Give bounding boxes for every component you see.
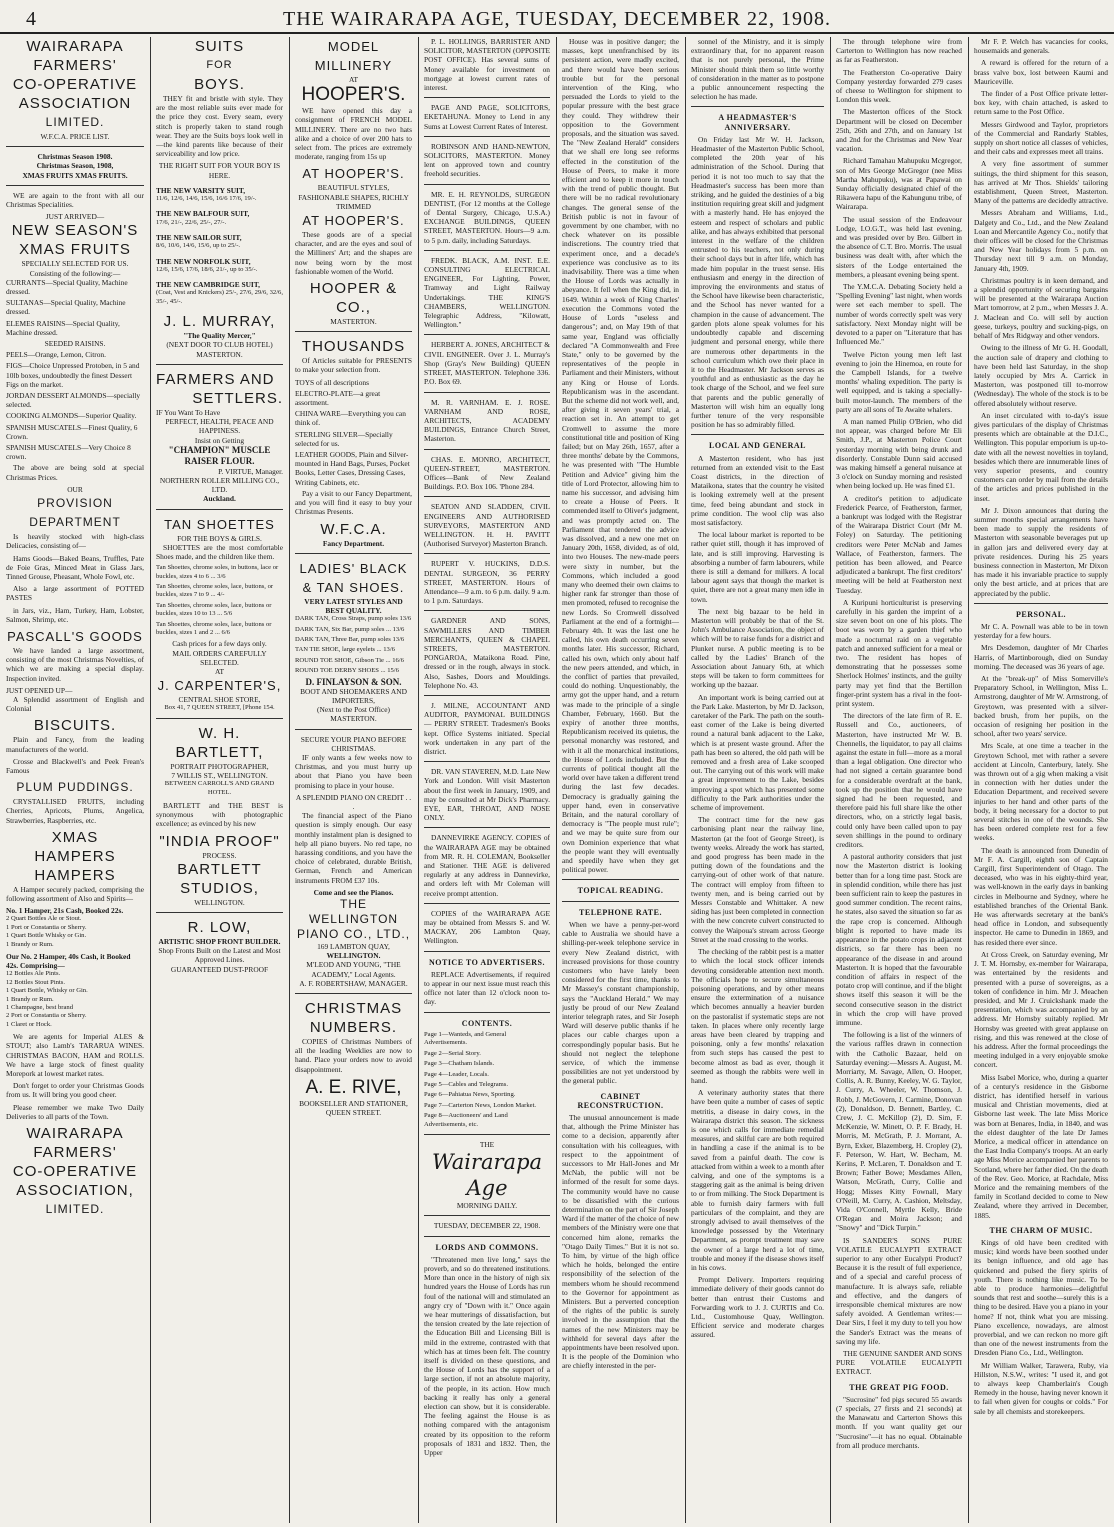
manager: A. F. ROBERTSHAW, MANAGER.: [299, 978, 408, 988]
our-label: OUR: [67, 484, 83, 494]
just-arrived: JUST ARRIVED—: [45, 212, 105, 222]
copies-text: COPIES of Christmas Numbers of all the leading Weeklies are now to hand. Place your orders now to avoid disappointment.: [295, 1037, 412, 1074]
ad-heading: NUMBERS.: [309, 1019, 398, 1037]
list-item: Page 8—Auctioneers' and Land Advertisements, etc.: [424, 1112, 508, 1128]
ad-heading: W.F.C.A.: [320, 520, 387, 538]
professional-card: COPIES of the WAIRARAPA AGE may be obtained from Messrs S. and W. MACKAY, 206 Lambton Quay, Wellington.: [424, 908, 550, 946]
news-item: The death is announced from Dunedin of Mr F. A. Cargill, eighth son of Captain Cargill, first Superintendent of Otago. The deceased, who was in his eighty-third year, was well-known in the early days in banking circles in Melbourne and Sydney, where he established branches of the Oriental Bank. He was afterwards secretary at the bank's head office in London, and subsequently inspector. He came to Dunedin in 1869, and has resided there ever since.: [974, 845, 1108, 947]
opened-text: A Splendid assortment of English and Colonial: [6, 694, 144, 714]
news-item: The directors of the late firm of R. E. Russell and Co., auctioneers, of Masterton, have instructed Mr W. B. Chennells, the liquidator, to pay all claims against the estate in full—more as a moral than a legal obligation. One director who had not signed a certain guarantee bond for a considerable overdraft at the bank, took up the position that he would have signed had he been requested, and therefore paid his full share like the other directors, who, on a strictly legal basis, could only have been called upon to pay seven shillings in the pound to ordinary creditors.: [836, 711, 962, 850]
ad-heading: HOOPER'S.: [301, 84, 406, 106]
secure-piano: SECURE YOUR PIANO BEFORE CHRISTMAS.: [300, 734, 407, 753]
hamper-2: Our No. 2 Hamper, 40s Cash, it Booked 42s. Comprising—: [6, 952, 131, 971]
list-item: SPANISH MUSCATELS—Finest Quality, 6 Crown.: [6, 422, 138, 441]
portrait-photographer: PORTRAIT PHOTOGRAPHER,: [170, 761, 269, 771]
news-item: Mr William Walker, Tarawera, Ruby, via Hillston, N.S.W., writes: "I used it, and got to always keep Chamberlain's Cough Remedy in the house, having never known it to fail when given for coughs or colds." For sale by all chemists and storekeepers.: [974, 1360, 1108, 1416]
list-item: Page 2—Serial Story.: [424, 1049, 481, 1057]
intro-text: WE are again to the front with all our Christmas Specialities.: [6, 190, 144, 210]
list-item: 1 Quart Bottle Whisky or Gin.: [6, 932, 87, 940]
news-item: Miss Isabel Morice, who, during a quarter of a century's residence in the Gisborne district, has identified herself in various musical and Christian movements, died at Gisborne last week. The late Miss Morice was born at Benares, India, in 1840, and was the eldest daughter of the late Dr James Morice, a medical officer in attendance on the East India Company's troops. At an early age Miss Morice accompanied her parents to Scotland, where her father died. On the death of the Rev. Geo. Morice, at Rachdale, Miss Morice and the remaining members of the family in Scotland decided to come to New Zealand, where they arrived in December, 1885.: [974, 1072, 1108, 1220]
deliveries: Please remember we make Two Daily Deliveries to all parts of the Town.: [6, 1102, 144, 1121]
news-item: A man named Philip O'Brien, who did not appear, was charged before Mr Eli Smith, J.P., at Masterton Police Court yesterday morning with being drunk and disorderly. Constable Dunn said accused was making himself a general nuisance at 3 o'clock on Sunday morning and resisted when being locked up. He was fined £1.: [836, 416, 962, 491]
ad-heading: NEW SEASON'S: [11, 222, 139, 240]
professional-card: P. L. HOLLINGS, BARRISTER AND SOLICITOR, MASTERTON (OPPOSITE POST OFFICE). Has several sums of Money available for investment on mortgage at lowest current rates of interest.: [424, 37, 550, 93]
list-item: DARK TAN, Three Bar, pump soles 13/6: [295, 635, 405, 643]
news-item: An important work is being carried out at the Park Lake. Masterton, by Mr D. Jackson, caretaker of the Park. The path on the south-east corner of the Lake is being diverted round a natural bank adjacent to the Lake, which is at present waste ground. After the path has been so altered, the old path will be removed and a fresh area of Lake scooped out. The carrying out of this work will make a great improvement to the Lake, besides improving a spot which has presented some difficulty to the Park authorities under the scheme of improvement.: [691, 692, 824, 813]
news-item: The usual session of the Endeavour Lodge, I.O.G.T., was held last evening, and was presided over by Bro. Gilbert in the absence of C.T. Bro. Morris. The usual business was dealt with, after which the sisters of the Lodge entertained the members, a pleasant evening being spent.: [836, 214, 962, 279]
suit-name: THE NEW NORFOLK SUIT,: [156, 256, 251, 266]
milling-co: NORTHERN ROLLER MILLING CO., LTD.: [159, 475, 280, 495]
ad-heading: PROVISION DEPARTMENT: [29, 496, 121, 530]
news-item: The contract time for the new gas carbonising plant near the railway line, Masterton (at the foot of George Street), is twenty weeks. Already the work has started, and good progress has been made in the putting down of the foundations and the carrying-out of other work of that nature. The contract will employ from fifteen to twenty men, and is being carried out by Messrs Constable and Whittaker. A new siding has just been completed in connection with the new concrete culvert constructed to convey the Waipoua's stream across George Street at the road crossing to the works.: [691, 815, 824, 944]
column-7-local-news: [836, 37, 962, 1523]
professional-card: RUPERT V. HUCKINS, D.D.S. DENTAL SURGEON, 36 PERRY STREET, MASTERTON. Hours of Attendance—9 a.m. to 6 p.m. daily. 9 a.m. to 1 p.m. Saturdays.: [424, 559, 550, 606]
section-heading: NOTICE TO ADVERTISERS.: [428, 957, 545, 967]
news-item: A pastoral authority considers that just now the Masterton district is looking better than for a long time past. Stock are in splendid condition, while there has just been sufficient rain to keep the pastures in good summer condition. The recent rains, he states, also saved the situation so far as the rape crop is concerned. Although blight is reported to have made its appearance in the potato crops in adjacent districts, so far there has been no appearance of the disease in and around Masterton. It is hoped that the favourable condition of affairs in respect of the potato crop will continue, and if the blight shows itself this season it will be the second consecutive season in the district in which the crop will have proved immune.: [836, 852, 962, 1027]
news-item: A very fine assortment of summer suitings, the third shipment for this season, has arrived at Mr Thos. Shields' tailoring establishment, Queen Street, Masterton. Many of the patterns are decidedly attractive.: [974, 159, 1108, 206]
ad-heading: R. LOW,: [187, 919, 252, 937]
news-item: The checking of the rabbit pest is a matter to which the local stock officer intends devoting considerable attention next month. The officials hope to secure simultaneous poisoning operations, and by other means ensure the extermination of a nuisance which becomes annually a heavier burden on the pastoralist if systematic steps are not taken. In places where only recently large areas have been cleared by trapping and poisoning, only a few months' relaxation from such steps has caused the pest to become almost as bad as ever, though it seemed as though the rabbits were well in hand.: [691, 947, 824, 1085]
thousands-text: Of Articles suitable for PRESENTS to make your selection from.: [295, 356, 412, 375]
section-heading: CONTENTS.: [461, 1018, 513, 1028]
auckland: Auckland.: [203, 494, 236, 504]
ad-heading: PLUM PUDDINGS.: [16, 780, 134, 795]
suit-prices: 8/6, 10/6, 14/6, 15/6, up to 25/-.: [156, 242, 241, 250]
news-item: Mr J. Dixon announces that during the summer months special arrangements have been made to supply the residents of Masterton with seasonable beverages put up in gallon jars and delivered every day at private residences. During his 25 years business connection in Masterton, Mr Dixon has made it his invariable practice to supply only the best article, and at prices that are appreciated by the public.: [974, 505, 1108, 598]
town: MASTERTON.: [196, 349, 243, 359]
news-item: A Masterton resident, who has just returned from an extended visit to the East Coast districts, in the direction of Mataikona, states that the country he visited is looking extremely well at the present time, feed being abundant and stock in prime condition. The wool clip was also most satisfactory.: [691, 453, 824, 527]
address: (Next to the Post Office) MASTERTON.: [317, 705, 390, 724]
credit-text: The financial aspect of the Piano question is simply enough. Our easy monthly instalment plan is designed to help all piano buyers. No red tape, no harassing conditions, and you have the choice of celebrated, durable British, German, French and American instruments FROM £37 10s.: [295, 811, 412, 885]
list-item: Tan Shoettes, chrome soles, lace, buttons or buckles, sizes 1 and 2 ... 6/6: [156, 620, 272, 636]
address: QUEEN STREET.: [325, 1108, 382, 1118]
list-item: Tan Shoettes, chrome soles, lace, buttons, or buckles, sizes 7 to 9 ... 4/-: [156, 582, 274, 599]
news-item: Messrs Girdwood and Taylor, proprietors of the Commercial and Randarly Stables, supply on short notice all classes of vehicles, and their cabs and expresses meet all trains.: [974, 119, 1108, 157]
list-item: FIGS—Choice Unpressed Protoben, in 5 and 10lb boxes, undoubtedly the finest Dessert Figs on the market.: [6, 361, 140, 389]
crosse-text: Crosse and Blackwell's and Peek Frean's Famous: [6, 756, 144, 775]
news-item: Richard Tamahau Mahupuku Mcgregor, son of Mrs George McGregor (nee Miss Martha Mahupuku), was at Papawai on Sunday officially designated chief of the Rikawera hapu of the Kahungunu tribe, of Wairarapa.: [836, 156, 962, 212]
mail-orders: MAIL ORDERS CAREFULLY SELECTED.: [172, 648, 267, 667]
prov-text: Is heavily stocked with high-class Delicacies, consisting of—: [6, 532, 144, 551]
ad-heading: LADIES' BLACK & TAN SHOES.: [299, 560, 408, 595]
news-item: A creditor's petition to adjudicate Frederick Pearce, of Featherston, farmer, a bankrupt was lodged with the Registrar of the Wairarapa District Court (Mr M. Foley) on Saturday. The petitioning creditors were Peter McNab and James Wallace, of Featherston, farmers. The petition has been allowed, and Pearce adjudicated a bankrupt. The first creditors' meeting will be held at Featherston next Tuesday.: [836, 493, 962, 595]
shop-fronts: Shop Fronts Built on the Latest and Most Approved Lines.: [158, 946, 281, 965]
morning-daily: MORNING DAILY.: [456, 1201, 518, 1211]
column-8-personal: [974, 37, 1108, 1523]
prov-items: Hams Goods—Baked Beans, Truffles, Pate de Foie Gras, Minced Meat in Glass Jars, Tinned Grouse, Pheasant, Whole Fowl, etc.: [6, 553, 144, 581]
suit-name: THE NEW VARSITY SUIT,: [156, 185, 246, 195]
list-item: Tan Shoettes, chrome soles, in buttons, lace or buckles, sizes 4 to 6 ... 3/6: [156, 564, 279, 580]
pascall-text: We have landed a large assortment, consisting of the most Christmas Novelties, of which we are making a special display. Inspection invited.: [6, 645, 144, 683]
potted-pastes: Also a large assortment of POTTED PASTES: [6, 584, 144, 603]
column-rule: [150, 37, 151, 1523]
address: BETWEEN CARROLL'S AND GRAND HOTEL.: [164, 780, 275, 796]
suit-prices: 12/6, 15/6, 17/6, 18/6, 21/-, up to 35/-.: [156, 265, 258, 273]
latest-styles: VERY LATEST STYLES AND BEST QUALITY.: [304, 596, 403, 615]
section-heading: THE GREAT PIG FOOD.: [849, 1382, 949, 1392]
professional-card: HERBERT A. JONES, ARCHITECT & CIVIL ENGINEER. Over J. L. Murray's Shop (Gray's New Building) QUEEN STREET, MASTERTON. Telephone 336. P.O. Box 69.: [424, 340, 550, 387]
price-list: W.F.C.A. PRICE LIST.: [40, 132, 110, 141]
ad-heading: TAN SHOETTES: [164, 516, 275, 532]
ad-heading: CO-OPERATIVE: [12, 1163, 138, 1181]
news-item: Owing to the illness of Mr G. H. Goodall, the auction sale of drapery and clothing to have been held last Saturday, in the shop lately occupied by Mrs A. Carrick in Masterton, was postponed till to-morrow (Wednesday). The whole of the stock is to be offered absolutely without reserve.: [974, 343, 1108, 408]
ad-heading: A. E. RIVE,: [305, 1076, 402, 1098]
professional-card: SEATON AND SLADDEN, CIVIL ENGINEERS AND AUTHORISED SURVEYORS, MASTERTON AND WELLINGTON. H. H. PAVITT (Authorised Surveyor) Masterton Branch.: [424, 502, 550, 549]
bookseller: BOOKSELLER AND STATIONER,: [299, 1098, 408, 1108]
town: WELLINGTON.: [194, 897, 245, 907]
ad-heading: LIMITED.: [45, 1202, 105, 1217]
news-item: Christmas poultry is in keen demand, and a splendid opportunity of securing bargains will be presented at the Wairarapa Auction Mart tomorrow, at 2 p.m., when Messrs J. A. J. Maclean and Co. will sell by auction geese, turkeys, poultry and sucking-pigs, on behalf of Mrs Ridgway and other vendors.: [974, 275, 1108, 341]
season-line: Christmas Season 1908.: [37, 152, 113, 162]
column-5-leader: [562, 37, 679, 1523]
ad-heading: BOYS.: [194, 76, 245, 93]
ad-heading: SETTLERS.: [192, 389, 283, 407]
ad-heading: XMAS FRUITS: [19, 241, 131, 259]
season-line: Christmas Season, 1908,: [36, 161, 114, 171]
ad-heading: LIMITED.: [45, 115, 105, 129]
article-text: The unusual announcement is made that, although the Prime Minister has come to a decision, apparently after consultation with his colleagues, with respect to the appointment of successors to Mr Hall-Jones and Mr McNab, the public will not be informed of the result for some days. The community would have no cause to be dissatisfied with the curious determination on the part of Sir Joseph Ward if the matter of the choice of new members of the Ministry were one that concerned him alone, remarks the "Otago Daily Times." But it is not so. To him, by virtue of the high office which he holds, belonged the entire responsibility of the selection of the members whom he should recommend to the Governor for appointment as Ministers. But a perverted conception of the rights of the public is surely involved in the assumption that the names of the new Ministers may be withheld for several days after the appointments have been resolved upon. It is the people of the Dominion who are chiefly interested in the per-: [562, 1112, 679, 1371]
finlayson: D. FINLAYSON & SON.: [305, 676, 402, 687]
list-item: CURRANTS—Special Quality, Machine dressed.: [6, 277, 128, 297]
town: MASTERTON.: [330, 317, 377, 327]
xmas-fruits-line: XMAS FRUITS XMAS FRUITS.: [22, 170, 128, 180]
professional-card: FREDK. BLACK, A.M. INST. E.E. CONSULTING ELECTRICAL ENGINEER, For Lighting, Power, Tramway and Light Railway Undertakings. THE KING'S CHAMBERS, WELLINGTON. Telegraphic Address, "Kilowatt, Wellington.": [424, 255, 550, 330]
suit-name: THE NEW BALFOUR SUIT,: [156, 209, 250, 219]
list-item: ELEMES RAISINS—Special Quality, Machine dressed.: [6, 318, 120, 337]
ad-heading: MODEL MILLINERY: [314, 39, 393, 73]
dont-forget: Don't forget to order your Christmas Goods from us. It will bring you good cheer.: [6, 1081, 144, 1100]
list-item: JORDAN DESSERT ALMONDS—specially selected.: [6, 391, 141, 410]
hamper-text: A Hamper securely packed, comprising the following assortment of Also and Spirits—: [6, 884, 144, 903]
professional-card: CHAS. E. MONRO, ARCHITECT, QUEEN-STREET, MASTERTON. Offices—Bank of New Zealand Buildings. P.O. Box 106. 'Phone 284.: [424, 454, 550, 492]
next-door: (NEXT DOOR TO CLUB HOTEL): [166, 340, 273, 350]
nameplate: Wairarapa Age: [431, 1150, 543, 1201]
news-item: The through telephone wire from Carterton to Wellington has now reached as far as Featherston.: [836, 37, 962, 65]
professional-card: ROBINSON AND HAND-NEWTON, SOLICITORS, MASTERTON. Money lent on approved town and country freehold securities.: [424, 141, 550, 179]
news-item: The Y.M.C.A. Debating Society held a "Spelling Evening" last night, when words were set each member to spell. The number of words correctly spelt was very satisfactory. Next Monday night will be devoted to a paper on "Literature that has Influenced Me.": [836, 282, 962, 347]
list-item: 1 Champagne, best brand: [6, 1004, 74, 1012]
ad-heading: FARMERS': [33, 1144, 117, 1162]
address: Box 41, 7 QUEEN STREET, [Phone 154.: [164, 704, 275, 712]
ad-heading: BARTLETT: [177, 860, 262, 878]
section-heading: THE CHARM OF MUSIC.: [989, 1225, 1093, 1235]
boot-makers: BOOT AND SHOEMAKERS AND IMPORTERS,: [300, 686, 407, 705]
ad-heading: W. H. BARTLETT,: [175, 724, 264, 761]
list-item: SEEDED RAISINS.: [44, 339, 106, 349]
news-item: An inset circulated with to-day's issue gives particulars of the display of Christmas presents which are obtainable at the D.I.C., Wellington. This popular emporium is up-to-date with all the newest novelties in toyland, besides which there are innumerable lines of very superior presents, and country customers can order by mail from the details of the articles and prices published in the inset.: [974, 410, 1108, 503]
column-4-professional-cards: [424, 37, 550, 1523]
hamper-1: No. 1 Hamper, 21s Cash, Booked 22s.: [6, 906, 124, 916]
list-item: DARK TAN, Six Bar, pump soles ... 13/6: [295, 625, 405, 633]
the-label: THE: [479, 1139, 495, 1149]
ad-heading: ASSOCIATION,: [16, 1182, 134, 1200]
masthead-title: THE WAIRARAPA AGE, TUESDAY, DECEMBER 22, 1908.: [283, 8, 831, 30]
list-item: 2 Quart Bottles Ale or Stout.: [6, 915, 82, 923]
ad-heading: PASCALL'S GOODS: [7, 628, 143, 644]
list-item: Page 7—Carterton News, London Market.: [424, 1101, 537, 1109]
ad-heading: THE WELLINGTON PIANO CO., LTD.,: [296, 897, 411, 942]
specially-selected: SPECIALLY SELECTED FOR US.: [21, 259, 129, 269]
suit-name: THE NEW CAMBRIDGE SUIT,: [156, 280, 261, 290]
news-item: The Featherston Co-operative Dairy Company yesterday forwarded 279 cases of cheese to Wellington for shipment to London this week.: [836, 67, 962, 105]
list-item: PEELS—Orange, Lemon, Citron.: [6, 350, 106, 360]
just-opened: JUST OPENED UP—: [6, 685, 73, 695]
ad-heading: FARMERS': [33, 57, 117, 74]
section-heading: TELEPHONE RATE.: [579, 907, 662, 917]
list-item: DARK TAN, Cross Straps, pump soles 13/6: [295, 615, 412, 623]
column-rule: [685, 37, 686, 1523]
masthead: [0, 0, 1114, 34]
list-item: 12 Bottles Ale Pints.: [6, 970, 61, 978]
section-heading: CABINET RECONSTRUCTION.: [577, 1091, 664, 1110]
fancy-dept: Fancy Department.: [322, 538, 385, 548]
at-label: AT: [214, 666, 225, 676]
insist: Insist on Getting: [194, 435, 245, 445]
list-item: COOKING ALMONDS—Superior Quality.: [6, 411, 137, 421]
consisting: Consisting of the following:—: [29, 268, 121, 278]
professional-card: J. MILNE, ACCOUNTANT AND AUDITOR, PAYMONAL BUILDINGS — PERRY STREET. Tradesmen's Books kept. Office Systems initiated. Special work undertaken in any part of the district.: [424, 700, 550, 756]
list-item: Page 5—Cables and Telegrams.: [424, 1080, 509, 1088]
column-rule: [418, 37, 419, 1523]
local-agents: M'LEOD AND YOUNG, "THE ACADEMY," Local Agents.: [306, 960, 401, 979]
list-item: SULTANAS—Special Quality, Machine dressed.: [6, 298, 126, 317]
cash-prices: Cash prices for a few days only.: [172, 639, 267, 649]
list-item: ROUND TOE DERBY SHOES ... 15/6: [295, 667, 399, 675]
list-item: CHINA WARE—Everything you can think of.: [295, 409, 406, 428]
news-item: The local labour market is reported to be rather quiet still, though it has improved of late, and is still improving. Harvesting is absorbing a number of farm labourers, while there is still a demand for milkers. A local labour agent says that though the market is quiet, there are not a great many men idle in town.: [691, 530, 824, 604]
section-heading: PERSONAL.: [1015, 609, 1067, 619]
ad-heading: BISCUITS.: [33, 717, 117, 735]
list-item: Page 4—Leader, Locals.: [424, 1070, 489, 1078]
process: PROCESS.: [202, 850, 237, 860]
address: 7 WILLIS ST., WELLINGTON.: [171, 771, 268, 780]
shop-front-builder: ARTISTIC SHOP FRONT BUILDER.: [158, 937, 281, 947]
ad-heading: STUDIOS,: [180, 879, 259, 897]
suits-intro: THEY fit and bristle with style. They are the most reliable suits ever made for the price they cost. Every seam, every stitch is properly taken to stand rough wear. They are the Suits boys look well in—the kind parents like because of their serviceability and low price.: [156, 94, 283, 159]
ad-heading: XMAS: [51, 828, 99, 846]
crystallised-text: CRYSTALLISED FRUITS, including Cherries, Apricots, Plums, Angelica, Strawberries, Raspberries, etc.: [6, 797, 144, 825]
ad-heading: CO-OPERATIVE: [12, 76, 138, 93]
news-item: Messrs Abraham and Williams, Ltd., Dalgety and Co., Ltd., and the New Zealand Loan and Mercantile Agency Co., notify that their offices will be closed for the Christmas and New Year holidays from 5 p.m. on Thursday next till 9 a.m. on Monday, January 4th, 1909.: [974, 208, 1108, 273]
news-item: At Cross Creek, on Saturday evening, Mr J. T. M. Hornsby, ex-member for Wairarapa, was entertained by the residents and presented with a purse of sovereigns, as a token of confidence in him. Mr J. Meachen presided, and Mr J. Cruickshank made the presentation, which was accompanied by an address. Mr Hornsby suitably replied. Mr Hornsby was greeted with great applause on rising, and this was renewed at the close of his address. After the formal proceedings the meeting indulged in a very enjoyable smoke concert.: [974, 949, 1108, 1070]
news-item: Mr C. A. Pownall was able to be in town yesterday for a few hours.: [974, 621, 1108, 641]
professional-card: PAGE AND PAGE, SOLICITORS, EKETAHUNA. Money to Lend in any Sums at Lowest Current Rates of Interest.: [424, 103, 550, 131]
ad-heading: SUITS: [194, 38, 245, 55]
ad-heading: WAIRARAPA: [26, 1125, 124, 1143]
column-1-wfca-advert: [6, 37, 144, 1523]
column-rule: [968, 37, 969, 1523]
ad-heading: AT HOOPER'S.: [302, 213, 405, 229]
manager: P. VIRTUE, Manager.: [218, 466, 283, 476]
ad-heading: "INDIA PROOF": [159, 832, 280, 850]
at-label: AT: [348, 75, 359, 84]
ad-heading: AT HOOPER'S.: [302, 166, 405, 182]
champion-flour: "CHAMPION" MUSCLE RAISER FLOUR.: [168, 444, 271, 466]
column-3-adverts: [295, 37, 412, 1523]
news-item: "Sucrosine" fed pigs secured 55 awards (7 specials, 27 firsts and 21 seconds) at the Manawatu and Carterton Shows this month. If you want quality get our "Sucrosine"—it has no equal. Obtainable from all produce merchants.: [836, 1394, 962, 1450]
agents-text: We are agents for Imperial ALES & STOUT; also Lamb's TARARUA WINES. CHRISTMAS BACON, HAM and ROLLS. We have a large stock of finest quality Morepork at lowest market rates.: [6, 1032, 144, 1079]
section-heading: TOPICAL READING.: [577, 886, 664, 896]
professional-card: MR. E. H. REYNOLDS, SURGEON DENTIST, (For 12 months at the College of Dental Surgery, Chicago, U.S.A.) EXCHANGE BUILDINGS, QUEEN STREET, MASTERTON. Hours—9 a.m. to 5 p.m. daily, including Saturdays.: [424, 189, 550, 245]
ad-heading: HOOPER & CO.,: [309, 280, 398, 317]
list-item: 1 Quart Bottle, Whisky or Gin.: [6, 987, 88, 995]
list-item: LEATHER GOODS, Plain and Silver-mounted in Hand Bags, Purses, Pocket Books, Letter Cases, Dressing Cases, Writing Cabinets, etc.: [295, 450, 410, 487]
secure-text: IF only wants a few weeks now to Christmas, and you must hurry up about that Piano you have been promising to place in your house.: [295, 752, 412, 790]
issue-date: TUESDAY, DECEMBER 22, 1908.: [433, 1221, 541, 1231]
column-rule: [289, 37, 290, 1523]
news-item: IS SANDER'S SONS PURE VOLATILE EUCALYPTI EXTRACT superior to any other Eucalypti Product? Because it is the result of full experience, and of a special and careful process of manufacture. It is always safe, reliable and effective, and the dangers of irresponsible chemical mixtures are now safely avoided. A Gentleman writes:— Dear Sirs, I feel it my duty to tell you how the Sander's Extract was the means of saving my life.: [836, 1235, 962, 1346]
news-item: Prompt Delivery. Importers requiring immediate delivery of their goods cannot do better than entrust their Customs and Forwarding work to J. J. CURTIS and Co. Ltd., Customhouse Quay, Wellington. Efficient service and moderate charges assured.: [691, 1275, 824, 1340]
biscuits-text: Plain and Fancy, from the leading manufacturers of the world.: [6, 735, 144, 754]
professional-card: DR. VAN STAVEREN, M.D. Late New York and London. Will visit Masterton about the first week in January, 1909, and may be consulted at Mr Dick's Pharmacy. EYE, EAR, THROAT, AND NOSE ONLY.: [424, 767, 550, 823]
perfect-health: PERFECT, HEALTH, PEACE AND HAPPINESS.: [165, 417, 274, 436]
suit-name: THE NEW SAILOR SUIT,: [156, 233, 242, 243]
list-item: ELECTRO-PLATE—a great assortment.: [295, 388, 381, 408]
model-text: WE have opened this day a consignment of FRENCH MODEL MILLINERY. There are no two hats alike and a choice of over 200 hats to select from. The prices are extremely moderate, ranging from 15s up: [295, 106, 412, 162]
suit-prices: (Coat, Vest and Knickers) 25/-, 27/6, 29/6, 32/6, 35/-, 45/-.: [156, 289, 283, 305]
suit-prices: 11/6, 12/6, 14/6, 15/6, 16/6 17/6, 19/-.: [156, 195, 257, 203]
right-suit: THE RIGHT SUIT FOR YOUR BOY IS HERE.: [158, 161, 281, 180]
tan-text: SHOETTES are the most comfortable Shoes made, and the children like them.: [156, 542, 283, 561]
best-text: BARTLETT and THE BEST is synonymous with photographic excellence; as evinced by his new: [156, 801, 283, 829]
news-item: A Kuripuni horticulturist is preserving carefully in his garden the imprint of a size seven boot on one of his plots. The boot was worn by a garden thief who made a nocturnal raid on a vegetable patch and annexed sufficient for a meal or two. The resident has hopes of demonstrating that he possesses some Sherlock Holmes' instincts, and the guilty party may yet find that the Bertillon finger-print system has a rival in the foot-print system.: [836, 597, 962, 709]
leader-text: House was in positive danger; the masses, kept unenfranchised by its persistent action, were madly excited, and there would have been serious trouble but for the personal intervention of the King, who persuaded the Lords to yield to the popular pressure with the best grace they could. They withdrew their opposition to the Government proposals, and the situation was saved. The "New Zealand Herald" considers that we shall ere long see reforms effected in the constitution of the House of Peers, to make it more efficient and to keep it more in touch with the trend of public thought. But there will be no radical revolutionary changes. The general sense of the British public is not in favour of government by one chamber, with no check whatever on its possible indiscretions. The country tried that experiment once, and a decade's experience was conclusive as to its inadvisability. There was a time when the House of Lords was actually in abeyance. It fell when the King did, in 1649. Within a week of King Charles' execution the Commons voted the House of Lords "useless and dangerous"; and, on May 19th of that same year, England was officially declared "A Commonwealth and Free State," only to be governed by the representatives of the people in Parliament and their Ministers, without any King or House of Lords. Republicanism was in the ascendant. But the scheme did not work well, and, after giving it seven years' trial, a reaction set in. An attempt to get Cromwell to assume the more constitutional title and position of King failed; but on May 26th, 1657, after a three months' debate by the Commons, he was presented with "The Humble Petition and Advice" giving him the title of Lord Protector, allowing him to name his successor, and advising him to create a House of Peers. It commended itself to Oliver's judgment, and was promptly acted on. The Parliament that tendered the advice was dissolved, and a new one met on January 20th, 1658, divided, as of old, into two Houses. The new-made peers were sixty in number, but the Commons, which included a good many who deemed their own claims to higher rank far stronger than those of men promoted, refused to recognise the new Lords. So Cromwell dissolved Parliament at the end of a fortnight—February 4th. It was the last one he called, his own death occurring seven months later. His successor, Richard, called his own, which only about half the new peers attended, and which, in the conflict of parties that prevailed, could do nothing. Unquestionably, the army got the upper hand, and a return was made to the principle of a single Chamber, February, 1660. But the expiry of another three months, Republicanism received its quietus, the personal monarchy was restored, and with it all the monarchical institutions, the House of Lords included. But the currents of political thought all the world over have taken a different trend during the last few decades. Democracy is gradually gaining the upper hand, even in conservative Britain, and the natural corollary of democracy is "The people must rule"; and we may be quite sure from our own Dominion experience that what the people want they will eventually and speedily have when they get political power.: [562, 37, 679, 875]
news-item: THE GENUINE SANDER AND SONS PURE VOLATILE EUCALYPTI EXTRACT.: [836, 1349, 962, 1377]
ad-heading: ASSOCIATION: [18, 95, 132, 112]
come-see: Come and see the Pianos.: [313, 887, 394, 897]
list-item: 12 Bottles Stout Pints.: [6, 978, 65, 986]
price-note: The above are being sold at special Christmas Prices.: [6, 463, 144, 482]
column-2-adverts: [156, 37, 283, 1523]
address: 169 LAMBTON QUAY,: [317, 942, 390, 952]
list-item: 2 Port or Constantia or Sherry.: [6, 1012, 87, 1020]
professional-card: DANNEVIRKE AGENCY. COPIES of the WAIRARAPA AGE may be obtained from MR. R. H. COLEMAN, Bookseller and Stationer. THE AGE is delivered regularly at any address in Dannevirke, and orders left with Mr Coleman will receive prompt attention.: [424, 833, 550, 898]
shoe-store: CENTRAL SHOE STORE,: [178, 695, 261, 705]
professional-card: GARDNER AND SONS, SAWMILLERS AND TIMBER MERCHANTS, QUEEN & CHAPEL STREETS, MASTERTON. PONGAROA, Mataikona Road. Pine, dressed or in the rough, always in stock. Also, Sashes, Doors and Mouldings. Telephone No. 43.: [424, 616, 550, 690]
beautiful-styles: BEAUTIFUL STYLES, FASHIONABLE SHAPES, RICHLY TRIMMED: [298, 183, 409, 211]
splendid-piano: A SPLENDID PIANO ON CREDIT . . .: [295, 792, 412, 811]
ad-heading: HAMPERS HAMPERS: [34, 847, 116, 884]
list-item: 1 Brandy or Rum.: [6, 940, 54, 948]
list-item: Page 3—Chatham Islands.: [424, 1060, 495, 1068]
news-item: Twelve Picton young men left last evening to join the Hinemoa, en route for the Campbell Islands, for a twelve months' whaling expedition. The party is well equipped, and is taking a specially-built motor-launch. The members of the party are all sons of Te Awaite whalers.: [836, 349, 962, 414]
list-item: Page 1—Wanteds, and General Advertisements.: [424, 1030, 507, 1047]
article-text: When we have a penny-per-word cable to Australia we should have a shilling-per-week telephone service in every New Zealand district, with increased provisions for those country customers who have lately been considered for the first time, thanks to Mr Massey's constant championship, says the "Auckland Herald." We may justly be proud of our New Zealand interior telegraph rates, and Sir Joseph Ward will deserve public thanks if he places our cable charges upon a correspondingly popular basis. But he should not neglect the telephone service, of which the immense possibilities are not yet understood by the general public.: [562, 919, 679, 1086]
notice-text: REPLACE Advertisements, if required to appear in our next issue must reach this office not later than 12 o'clock noon to-day.: [424, 969, 550, 1007]
news-item: The Masterton offices of the Stock Department will be closed on December 25th, 26th and 27th, and on January 1st and 2nd for the Christmas and New Year vacation.: [836, 107, 962, 154]
news-item: At the "break-up" of Miss Somerville's Preparatory School, in Wellington, Miss L. Armstrong, daughter of Mr W. Armstrong, of Greytown, was presented with a silver-backed brush, from her pupils, on the occasion of resigning her position in the school, after two years' service.: [974, 674, 1108, 739]
ad-heading: WAIRARAPA: [26, 38, 124, 55]
section-heading: LORDS AND COMMONS.: [435, 1242, 539, 1252]
town: WELLINGTON.: [326, 951, 381, 961]
list-item: SPANISH MUSCATELS—Very Choice 8 crown.: [6, 443, 131, 462]
column-rule: [830, 37, 831, 1523]
page-number: 4: [26, 8, 36, 30]
news-item: A veterinary authority states that there have been quite a number of cases of septic metritis, a disease in dairy cows, in the Wairarapa district this season. The sickness is one which calls for immediate remedial measures, and skilful care are both required in handling a case if the animal is to be saved from a painful death. The cow is attacked from within a week to a month after calving, and one of the symptoms is a staggering gait as the animal is being driven to or from milking. The Stock Department is able to furnish dairy farmers with full particulars of the complaint, and they are strongly advised to avail themselves of the knowledge possessed by the Veterinary Department, as prompt treatment may save the owner of a large herd a lot of time, trouble and money if the disease shows itself in his cows.: [691, 1088, 824, 1272]
news-item: Mrs Desdemon, daughter of Mr Charles Harris, of Martinborough, died on Sunday morning. The deceased was 36 years of age.: [974, 643, 1108, 671]
list-item: 1 Brandy or Rum.: [6, 995, 54, 1003]
list-item: Page 6—Pahiatua News, Sporting.: [424, 1091, 516, 1099]
professional-card: M. R. VARNHAM. E. J. ROSE. VARNHAM AND ROSE, ARCHITECTS, ACADEMY BUILDINGS, Entrance Church Street, Masterton.: [424, 397, 550, 444]
potted-text: in Jars, viz., Ham, Turkey, Ham, Lobster, Salmon, Shrimp, etc.: [6, 605, 144, 624]
news-item: A reward is offered for the return of a brass valve box, lost between Kaumi and Mauriceville.: [974, 58, 1108, 86]
news-item: Mr F. P. Welch has vacancies for cooks, housemaids and generals.: [974, 37, 1108, 56]
leader-text: "Threatened men live long," says the proverb, and so do threatened institutions. More than once in the history of nigh six hundred years the House of Lords has run foul of the national will and stimulated an angry cry of "Down with it." Once again we hear mutterings of dissatisfaction, but the tension created by the late rejection of the Education Bill and Licensing Bill is mild in the extreme, contrasted with that which has at times been felt. The country itself is divided on these questions, and the House of Lords has the support of a large section, if not an absolute majority, of the people, in its action. How much backing it really has only a general election can show, but it is considerable. The feeling against the House is as nothing compared with the antagonism created by its opposition to the reform proposals of 1831 and 1832. Then, the Upper: [424, 1254, 550, 1458]
article-text: sonnel of the Ministry, and it is simply extraordinary that, for no apparent reason that is not purely personal, the Prime Minister should think them so little worthy of consideration in the matter as to postpone a public announcement respecting the selection he has made.: [691, 37, 824, 102]
if-you: IF You Want To Have: [156, 407, 221, 417]
column-6-local-news: [691, 37, 824, 1523]
news-item: The next big bazaar to be held in Masterton will probably be that of the St. John's Ambulance Association, the object of which will be to raise funds for a district and Plunket nurse. A public meeting is to be called by the Ladies' Branch of the Association about January 6th, at which steps will be taken to form committees for working up the bazaar.: [691, 606, 824, 690]
tan-sub: FOR THE BOYS & GIRLS.: [177, 533, 262, 543]
news-item: The following is a list of the winners of the various raffles drawn in connection with the Catholic Bazaar, held on Saturday evening:—Messrs A. August, M. Morriarty, M. Savage, Allen, O. Hooper, Collis, A. R. Bunny, Keeley, W. G. Taylor, J. Curry, A. Wheeler, W. Thomson, J. Robb, J. McGovern, J. Carmine, Donovan (2), Donaldson, D. Bennett, Bartley, C. Crew, J. C. McKillop (2), D. Sim, F. McKenzie, W. Minett, O. P. F. Brady, H. Morris, M. McGrath, P. J. Morrant, A. Byrn, Exker, Blazemberg, H. Cropley (2), F. Peterson, W. Hart, W. Becham, M. Kerins, P. McLaren, T. Donaldson and T. Brown; Father Bowe; Mesdames Allen, Watson, McGrath, Curry, Collie and Hogg; Misses Kitty Fownall, Mary O'Neill, M. Curry, A. Cashion, Meltsday, Vida O'Connell, Myrtle Kelly, Bride O'Regan and Moira Jackson; and "Snowy" and "Dick Turpin.": [836, 1030, 962, 1233]
ad-heading: THOUSANDS: [301, 338, 406, 356]
article-text: On Friday last Mr W. H. Jackson, Headmaster of the Masterton Public School, completed the 20th year of his administration of the School. During that period it is not too much to say that the Headmaster's success has been more than striking, and he guided the destinies of a big institution requiring great skill and judgment with a masterly hand. He has enjoyed the esteem and respect of scholars and public alike, and has always exhibited that personal interest in the welfare of the children entrusted to his teachers, not only during their school days but in after life, which has made him popular in the truest sense. His enthusiasm and energy in the direction of improving the environments and status of the School have likewise been characteristic, and the School has never wanted for a champion in the cause of advancement. The garden plots alone speak volumes for his undoubtedly capable and discerning judgment and personal energy, while there are numerous other departments in the school curriculum which owe their place in it to the Headmaster. Mr Jackson serves as youthful and as enthusiastic as the day he took charge of the School, and we feel sure that parents and the public generally of Masterton will wish him an equally long further tenure of the very responsible position he has so admirably filled.: [691, 134, 824, 430]
quality-mercer: "The Quality Mercer,": [183, 331, 256, 341]
section-heading: A HEADMASTER'S ANNIVERSARY.: [718, 113, 797, 132]
ad-heading: FARMERS AND: [156, 370, 275, 388]
dust-proof: GUARANTEED DUST-PROOF: [170, 964, 269, 974]
news-item: Mrs Scale, at one time a teacher in the Greytown School, met with rather a severe accident at Lincoln, Canterbury, lately. She was thrown out of a gig when making a visit in connection with her duties under the Education Department, and received severe injuries to her hand and other parts of the body, it being necessary for a doctor to put several stitches in one of the wounds. She has been ordered complete rest for a few weeks.: [974, 741, 1108, 843]
column-rule: [556, 37, 557, 1523]
ad-heading: FOR: [206, 59, 233, 71]
list-item: STERLING SILVER—Specially selected for us.: [295, 429, 393, 448]
ad-heading: J. CARPENTER'S,: [157, 678, 282, 694]
pay-visit: Pay a visit to our Fancy Department, and you will find it easy to buy your Christmas Presents.: [295, 488, 412, 517]
list-item: ROUND TOE SHOE, Gibson Tie ... 16/6: [295, 656, 404, 664]
section-heading: LOCAL AND GENERAL: [709, 441, 806, 451]
list-item: TAN TIE SHOE, large eyelets ... 13/6: [295, 646, 395, 654]
news-item: Kings of old have been credited with music; kind words have been soothed under its benign influence, and old age has quickened and pulsed the fiery spirits of youth. There is nothing like music. To be able to produce harmonies—delightful sounds that rest and soothe—surely this is a thing to be desired. Have you a piano in your home? If not, think what you are missing. Piano excellence, nowadays, are almost proverbial, and we can reckon no more gift than one of the newest instruments from the Dresden Piano Co., Ltd., Wellington.: [974, 1237, 1108, 1358]
ad-heading: CHRISTMAS: [304, 1000, 403, 1018]
goods-text: These goods are of a special character, and are the eyes and soul of the Milliners' Art; and the shapes are now being worn by the most fashionable women of the World.: [295, 230, 412, 276]
news-item: The finder of a Post Office private letter-box key, with chain attached, is asked to return same to the Post Office.: [974, 89, 1108, 117]
list-item: Tan Shoettes, chrome soles, lace, buttons or buckles, sizes 10 to 13 ... 5/6: [156, 601, 272, 618]
ad-heading: J. L. MURRAY,: [163, 313, 276, 331]
list-item: TOYS of all descriptions: [295, 377, 369, 387]
suit-prices: 17/6, 21/-, 22/6, 25/-, 27/-.: [156, 218, 227, 226]
list-item: 1 Port or Constantia or Sherry.: [6, 923, 87, 931]
list-item: 1 Claret or Hock.: [6, 1020, 52, 1028]
